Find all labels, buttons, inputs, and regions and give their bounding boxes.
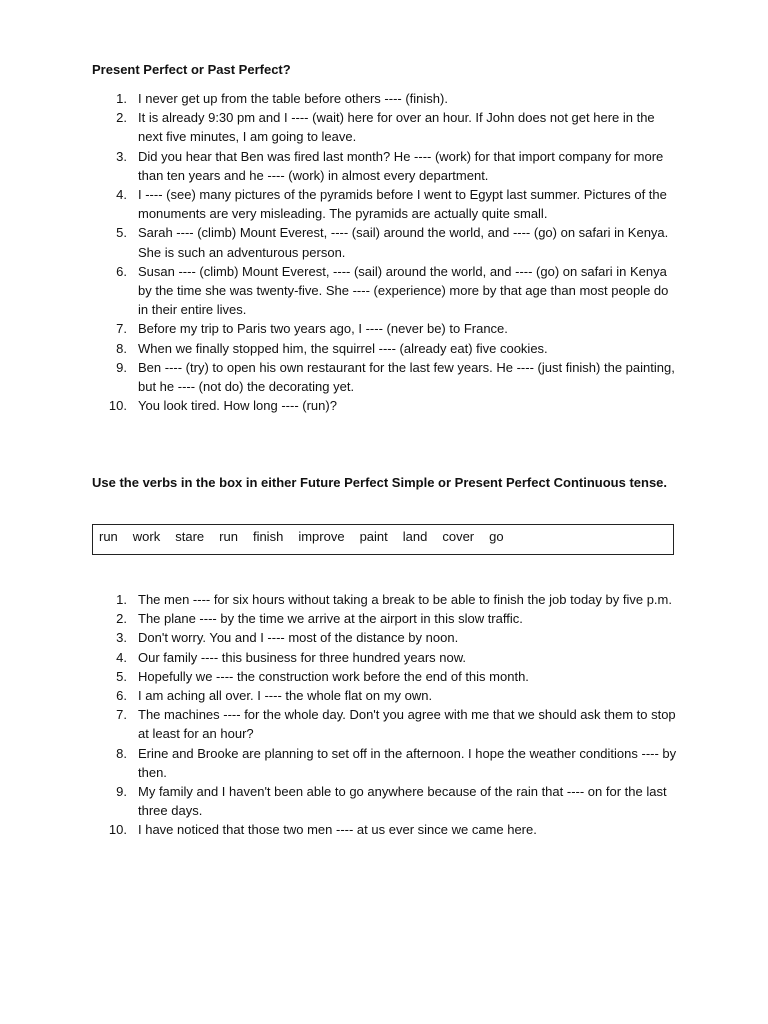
verb-box	[92, 524, 674, 555]
question-text: Susan ---- (climb) Mount Everest, ---- (sail) around the world, and ---- (go) on safari in Kenya by the time she was twenty-five. She ---- (experience) more by that age than most people do in their entire lives.	[138, 263, 669, 318]
verb-word: land	[402, 529, 428, 544]
question-number: 3.	[116, 630, 127, 646]
question-number: 9.	[116, 784, 127, 800]
question-item	[92, 339, 677, 358]
question-number: 10.	[108, 398, 127, 414]
question-number: 2.	[116, 611, 127, 627]
section1-title: Present Perfect or Past Perfect?	[92, 62, 291, 77]
section2-title: Use the verbs in the box in either Future Perfect Simple or Present Perfect Continuous tense.	[92, 475, 668, 490]
question-item	[92, 628, 677, 647]
question-text: Ben ---- (try) to open his own restaurant for the last few years. He ---- (just finish) the painting, but he ---- (not do) the decorating yet.	[138, 359, 675, 395]
question-item	[92, 223, 677, 261]
question-number: 9.	[116, 359, 127, 375]
question-number: 2.	[116, 110, 127, 126]
verb-word: run	[99, 529, 118, 544]
question-number: 1.	[116, 91, 127, 106]
question-text: My family and I haven't been able to go anywhere because of the rain that ---- on for the last three days.	[138, 784, 667, 819]
question-text: Hopefully we ---- the construction work before the end of this month.	[138, 668, 529, 684]
question-text: When we finally stopped him, the squirrel ---- (already eat) five cookies.	[138, 340, 548, 356]
question-number: 7.	[116, 321, 127, 337]
question-item	[92, 744, 677, 782]
question-item	[92, 358, 677, 396]
question-item	[92, 108, 677, 146]
question-item	[92, 319, 677, 338]
question-text: It is already 9:30 pm and I ---- (wait) here for over an hour. If John does not get here in the next five minutes, I am going to leave.	[138, 110, 655, 145]
verb-word: cover	[442, 529, 475, 544]
question-item	[92, 686, 677, 705]
question-number: 4.	[116, 649, 127, 665]
question-number: 1.	[116, 592, 127, 607]
question-text: The men ---- for six hours without taking a break to be able to finish the job today by five p.m.	[138, 592, 672, 607]
question-text: I have noticed that those two men ---- at us ever since we came here.	[138, 822, 537, 838]
question-text: Did you hear that Ben was fired last month? He ---- (work) for that import company for more than ten years and he ---- (work) in almost every department.	[138, 148, 664, 183]
question-text: The plane ---- by the time we arrive at the airport in this slow traffic.	[138, 611, 523, 627]
section2-question-list	[92, 590, 677, 840]
question-item	[92, 705, 677, 743]
question-item	[92, 89, 677, 108]
question-item	[92, 590, 677, 609]
question-item	[92, 648, 677, 667]
question-number: 3.	[116, 148, 127, 164]
question-number: 7.	[116, 707, 127, 723]
question-text: You look tired. How long ---- (run)?	[138, 398, 337, 414]
question-item	[92, 782, 677, 820]
question-text: Our family ---- this business for three hundred years now.	[138, 649, 467, 665]
question-text: I ---- (see) many pictures of the pyramids before I went to Egypt last summer. Pictures of the monuments are very misleading. The pyramids are actually quite small.	[138, 187, 667, 222]
question-text: Sarah ---- (climb) Mount Everest, ---- (sail) around the world, and ---- (go) on safari in Kenya. She is such an adventurous person.	[138, 225, 669, 260]
question-text: Erine and Brooke are planning to set off in the afternoon. I hope the weather conditions ---- by then.	[138, 745, 677, 780]
question-number: 6.	[116, 688, 127, 704]
verb-word: finish	[252, 529, 284, 544]
question-item	[92, 667, 677, 686]
question-number: 4.	[116, 187, 127, 203]
question-item	[92, 609, 677, 628]
question-text: Don't worry. You and I ---- most of the distance by noon.	[138, 630, 459, 646]
question-text: I never get up from the table before others ---- (finish).	[138, 91, 448, 106]
question-item	[92, 820, 677, 839]
question-number: 8.	[116, 340, 127, 356]
verb-word: run	[219, 529, 238, 544]
question-item	[92, 262, 677, 320]
section1-question-list	[92, 89, 677, 415]
verb-word: improve	[298, 529, 345, 544]
question-item	[92, 185, 677, 223]
question-text: The machines ---- for the whole day. Don't you agree with me that we should ask them to stop at least for an hour?	[138, 707, 676, 742]
verb-word: go	[489, 529, 504, 544]
question-item	[92, 396, 677, 415]
question-number: 5.	[116, 225, 127, 241]
question-number: 10.	[108, 822, 127, 838]
question-number: 5.	[116, 668, 127, 684]
question-text: Before my trip to Paris two years ago, I ---- (never be) to France.	[138, 321, 508, 337]
verb-word: paint	[359, 529, 388, 544]
verb-word: stare	[175, 529, 205, 544]
question-number: 8.	[116, 745, 127, 761]
question-item	[92, 147, 677, 185]
question-number: 6.	[116, 263, 127, 279]
question-text: I am aching all over. I ---- the whole flat on my own.	[138, 688, 433, 704]
verb-word: work	[132, 529, 161, 544]
